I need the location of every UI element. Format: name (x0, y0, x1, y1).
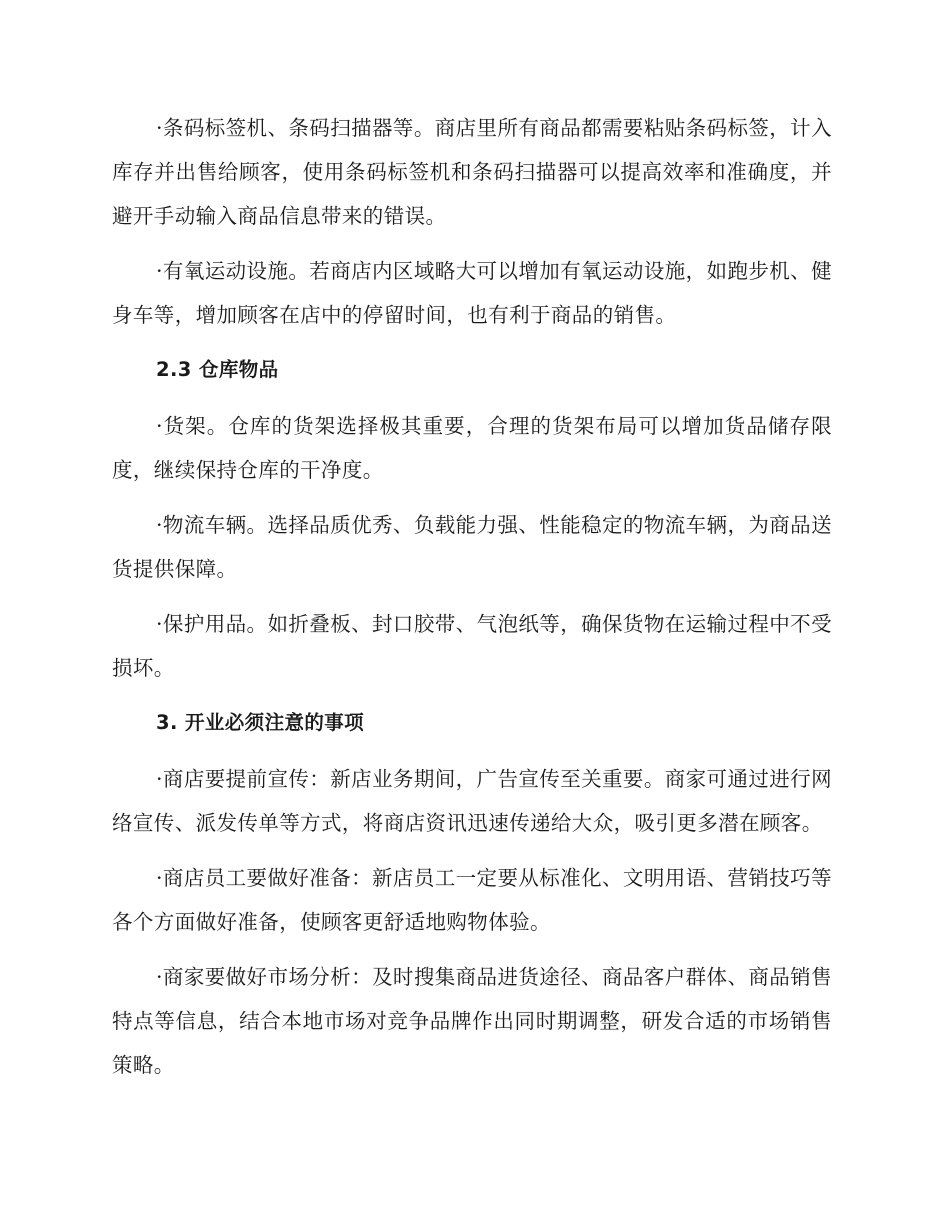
paragraph-advance-promotion: ·商店要提前宣传：新店业务期间，广告宣传至关重要。商家可通过进行网络宣传、派发传单等方式，将商店资讯迅速传递给大众，吸引更多潜在顾客。 (112, 767, 832, 835)
paragraph-barcode-equipment: ·条码标签机、条码扫描器等。商店里所有商品都需要粘贴条码标签，计入库存并出售给顾客，使用条码标签机和条码扫描器可以提高效率和准确度，并避开手动输入商品信息带来的错误。 (112, 116, 832, 228)
paragraph-logistics-vehicles: ·物流车辆。选择品质优秀、负载能力强、性能稳定的物流车辆，为商品送货提供保障。 (112, 513, 832, 581)
paragraph-aerobic-facilities: ·有氧运动设施。若商店内区域略大可以增加有氧运动设施，如跑步机、健身车等，增加顾客在店中的停留时间，也有利于商品的销售。 (112, 259, 832, 327)
section-heading-opening-notes: 3. 开业必须注意的事项 (156, 711, 365, 734)
section-heading-warehouse-items: 2.3 仓库物品 (156, 358, 279, 381)
paragraph-shelves: ·货架。仓库的货架选择极其重要，合理的货架布局可以增加货品储存限度，继续保持仓库的干净度。 (112, 414, 832, 482)
paragraph-staff-preparation: ·商店员工要做好准备：新店员工一定要从标准化、文明用语、营销技巧等各个方面做好准备，使顾客更舒适地购物体验。 (112, 866, 832, 934)
paragraph-protective-supplies: ·保护用品。如折叠板、封口胶带、气泡纸等，确保货物在运输过程中不受损坏。 (112, 612, 832, 680)
paragraph-market-analysis: ·商家要做好市场分析：及时搜集商品进货途径、商品客户群体、商品销售特点等信息，结合本地市场对竞争品牌作出同时期调整，研发合适的市场销售策略。 (112, 965, 832, 1077)
document-body (112, 106, 832, 1098)
